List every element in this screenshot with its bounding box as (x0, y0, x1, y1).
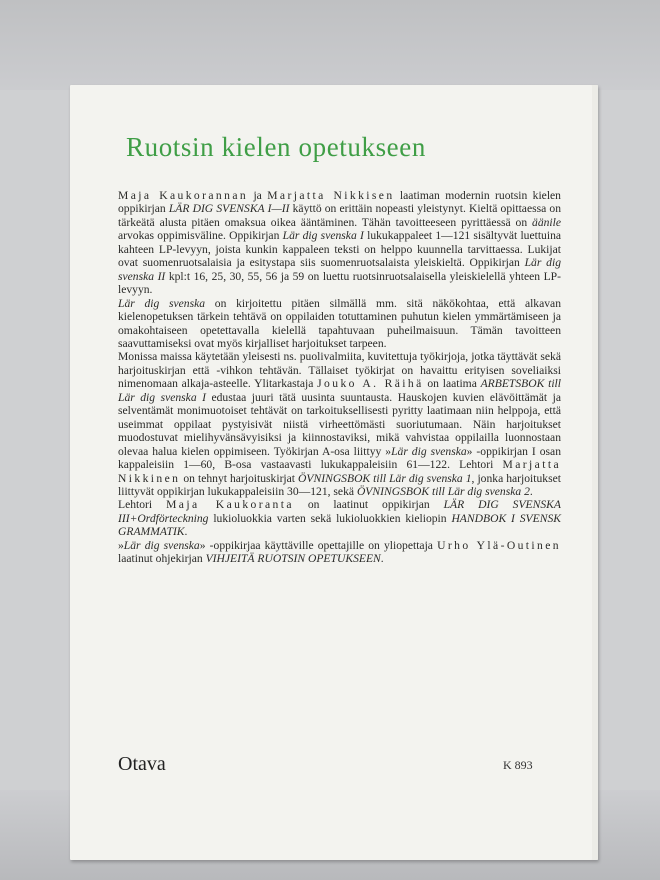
product-code: K 893 (503, 758, 533, 772)
text-run: » (118, 538, 124, 552)
book-title: HANDBOK I SVENSK GRAMMATIK (118, 511, 561, 539)
book-title: ÖVNINGSBOK till Lär dig svenska 2 (356, 484, 530, 498)
text-run: . (529, 484, 533, 498)
text-run: Lehtori (118, 498, 167, 512)
text-run: ja (248, 189, 268, 202)
book-title: Lär dig svenska II (118, 256, 561, 283)
text-run: . (380, 552, 384, 566)
paragraph-2 (118, 297, 561, 351)
author-name: Marjatta Nikkisen (267, 189, 395, 202)
publisher-name: Otava (118, 753, 166, 775)
text-run: Monissa maissa käytetään yleisesti ns. puolivalmiita, kuvitettuja työkirjoja, jotka täyttävät sekä harjoituskirjan että -vihkon tehtävän. Tällaiset työkirjat on havaittu erityisen soveliaiksi nimenomaan alkaja-asteelle. Ylitarkastaja (118, 350, 561, 391)
text-run: käyttö on erittäin nopeasti yleistynyt. Kieltä opittaessa on tärkeätä alusta pitäen omaksua oikea ääntäminen. Tähän tavoitteeseen pyrittäessä on (118, 202, 562, 229)
book-title: Lär dig svenska I (282, 229, 364, 243)
background-top (0, 0, 660, 90)
book-title: LÄR DIG SVENSKA III+Ordförteckning (118, 498, 561, 525)
text-run: on kirjoitettu pitäen silmällä mm. sitä näkökohtaa, että alkavan kielenopetuksen tärkein tehtävä on oppilaiden totuttaminen puhutun kielen ymmärtämiseen ja omakohtaiseen opetettavalla kielellä tapahtuvaan puheilmaisuun. Tämän tavoitteen saavuttamiseksi ovat myös kirjalliset harjoitukset tarpeen. (118, 296, 561, 350)
book-title: Lär dig svenska (123, 538, 200, 552)
text-run: on laatinut oppikirjan (293, 498, 444, 512)
author-name: Jouko A. Räihä (317, 377, 424, 391)
book-title: VIHJEITÄ RUOTSIN OPETUKSEEN (205, 552, 381, 566)
text-run: lukioluokkia varten sekä lukioluokkien kieliopin (208, 511, 452, 525)
emphasis: äänile (532, 215, 561, 229)
paragraph-4 (118, 498, 561, 538)
text-run: » -oppikirjaa käyttäville opettajille on yliopettaja (199, 538, 438, 552)
text-run: laatinut ohjekirjan (118, 552, 206, 566)
book-title: LÄR DIG SVENSKA I—II (168, 202, 290, 216)
text-run: on laatima (423, 377, 481, 391)
text-run: arvokas oppimisväline. Oppikirjan (118, 229, 283, 243)
text-run: lukukappaleet 1—121 sisältyvät luettuina kahteen LP-levyyn, joista kunkin kappaleen teksti on helppo kuunnella tarvittaessa. Lukijat ovat suomenruotsalaisia ja esitystapa siis suomenruotsalaista yleiskieltä. Oppikirjan (118, 229, 562, 270)
text-run: edustaa juuri tätä uusinta suuntausta. Hauskojen kuvien elävöittämät ja selventämät monimuotoiset tehtävät on tarkoituksellisesti pyritty laatimaan niin helppoja, että useimmat oppilaat pystyisivät niistä virheettömästi suoriutumaan. Näin harjoitukset muodostuvat mielihyvänsävyisiksi ja kiinnostaviksi, mikä vahvistaa oppilailla luonnostaan olevaa halua kielen oppimiseen. Työkirjan A-osa liittyy » (118, 390, 561, 458)
author-name: Marjatta Nikkinen (118, 458, 561, 485)
author-name: Maja Kaukoranta (166, 498, 294, 512)
text-run: , jonka harjoitukset liittyvät oppikirjan lukukappaleisiin 30—121, sekä (118, 471, 561, 498)
paragraph-1 (118, 189, 561, 297)
cover-title: Ruotsin kielen opetukseen (126, 132, 426, 162)
book-title: Lär dig svenska (118, 296, 206, 310)
text-run: on tehnyt harjoituskirjat (180, 471, 299, 485)
text-run: » -oppikirjan I osan kappaleisiin 1—60, B-osa vastaavasti lukukappaleisiin 61—122. Lehtori (118, 444, 561, 472)
author-name: Maja Kaukorannan (118, 189, 249, 202)
author-name: Urho Ylä-Outinen (437, 538, 561, 552)
book-title: ÖVNINGSBOK till Lär dig svenska 1 (298, 471, 472, 485)
text-run: . (184, 525, 188, 539)
book-title: Lär dig svenska (391, 444, 467, 458)
paragraph-3 (118, 350, 561, 498)
cover-body-text (118, 189, 561, 566)
paragraph-5 (118, 539, 561, 566)
book-title: ARBETSBOK till Lär dig svenska I (118, 377, 561, 404)
text-run: laatiman modernin ruotsin kielen oppikirjan (118, 189, 561, 216)
text-run: kpl:t 16, 25, 30, 55, 56 ja 59 on luettu ruotsinruotsalaisella yleiskielellä yhteen LP-levyyn. (118, 269, 561, 297)
